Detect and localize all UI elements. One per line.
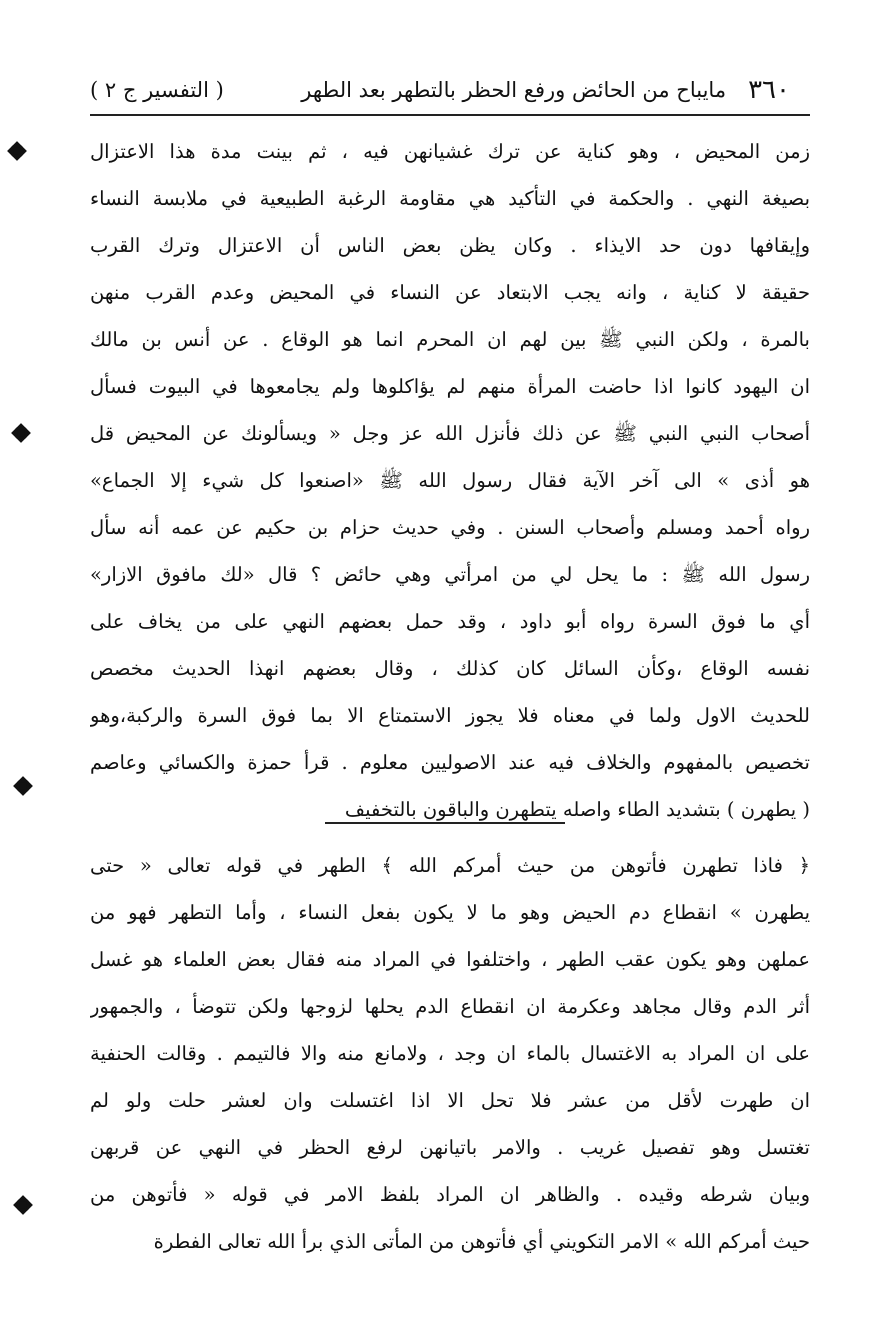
text-line: زمن المحيض ، وهو كناية عن ترك غشيانهن فيه ، ثم بينت مدة هذا الاعتزال	[90, 140, 810, 163]
margin-mark-icon	[13, 776, 33, 796]
text-line: هو أذى » الى آخر الآية فقال رسول الله ﷺ «اصنعوا كل شيء إلا الجماع»	[90, 469, 810, 492]
text-line: حيث أمركم الله » الامر التكويني أي فأتوهن من المأتى الذي برأ الله تعالى الفطرة	[153, 1230, 810, 1253]
text-line: نفسه الوقاع ،وكأن السائل كان كذلك ، وقال بعضهم انهذا الحديث مخصص	[90, 657, 810, 680]
text-line: حقيقة لا كناية ، وانه يجب الابتعاد عن النساء في المحيض وعدم القرب منهن	[90, 281, 810, 304]
margin-mark-icon	[13, 1195, 33, 1215]
text-line: وبيان شرطه وقيده . والظاهر ان المراد بلفظ الامر في قوله « فأتوهن من	[90, 1183, 810, 1206]
paragraph-commentary-1	[90, 128, 810, 833]
text-line: وإيقافها دون حد الايذاء . وكان يظن بعض الناس أن الاعتزال وترك القرب	[90, 234, 810, 257]
text-line: أي ما فوق السرة رواه أبو داود ، وقد حمل بعضهم النهي على من يخاف على	[90, 610, 810, 633]
text-line: يطهرن » انقطاع دم الحيض وهو ما لا يكون بفعل النساء ، وأما التطهر فهو من	[90, 901, 810, 924]
book-reference: ( التفسير ج ٢ )	[90, 78, 224, 102]
text-line: عملهن وهو يكون عقب الطهر ، واختلفوا في المراد منه فقال بعض العلماء هو غسل	[90, 948, 810, 971]
text-line: ان طهرت لأقل من عشر فلا تحل الا اذا اغتسلت وان لعشر حلت ولو لم	[90, 1089, 810, 1112]
margin-mark-icon	[7, 141, 27, 161]
text-line: أثر الدم وقال مجاهد وعكرمة ان انقطاع الدم يحلها لزوجها ولكن تتوضأ ، والجمهور	[90, 995, 810, 1018]
text-line: بصيغة النهي . والحكمة في التأكيد هي مقاومة الرغبة الطبيعية في ملابسة النساء	[90, 187, 810, 210]
text-line: أصحاب النبي النبي ﷺ عن ذلك فأنزل الله عز وجل « ويسألونك عن المحيض قل	[90, 422, 810, 445]
page-number: ٣٦٠	[748, 75, 790, 105]
running-title: مايباح من الحائض ورفع الحظر بالتطهر بعد الطهر	[301, 78, 727, 102]
text-line: تغتسل وهو تفصيل غريب . والامر باتيانهن لرفع الحظر في النهي عن قربهن	[90, 1136, 810, 1159]
page-header	[90, 68, 790, 112]
text-line: ان اليهود كانوا اذا حاضت المرأة منهم لم يؤاكلوها ولم يجامعوها في البيوت فسأل	[90, 375, 810, 398]
section-divider	[325, 822, 565, 824]
text-line: تخصيص بالمفهوم والخلاف فيه عند الاصوليين معلوم . قرأ حمزة والكسائي وعاصم	[90, 751, 810, 774]
text-line: رسول الله ﷺ : ما يحل لي من امرأتي وهي حائض ؟ قال «لك مافوق الازار»	[90, 563, 810, 586]
header-divider	[90, 114, 810, 116]
text-line: ﴿ فاذا تطهرن فأتوهن من حيث أمركم الله ﴾ الطهر في قوله تعالى « حتى	[90, 854, 810, 877]
text-line: للحديث الاول ولما في معناه فلا يجوز الاستمتاع الا بما فوق السرة والركبة،وهو	[90, 704, 810, 727]
text-line: رواه أحمد ومسلم وأصحاب السنن . وفي حديث حزام بن حكيم عن عمه أنه سأل	[90, 516, 810, 539]
paragraph-commentary-2	[90, 842, 810, 1265]
text-line: بالمرة ، ولكن النبي ﷺ بين لهم ان المحرم انما هو الوقاع . عن أنس بن مالك	[90, 328, 810, 351]
text-line: ( يطهرن ) بتشديد الطاء واصله يتطهرن والباقون بالتخفيف	[344, 798, 810, 821]
text-line: على ان المراد به الاغتسال بالماء ان وجد ، ولامانع منه والا فالتيمم . وقالت الحنفية	[90, 1042, 810, 1065]
margin-mark-icon	[11, 423, 31, 443]
